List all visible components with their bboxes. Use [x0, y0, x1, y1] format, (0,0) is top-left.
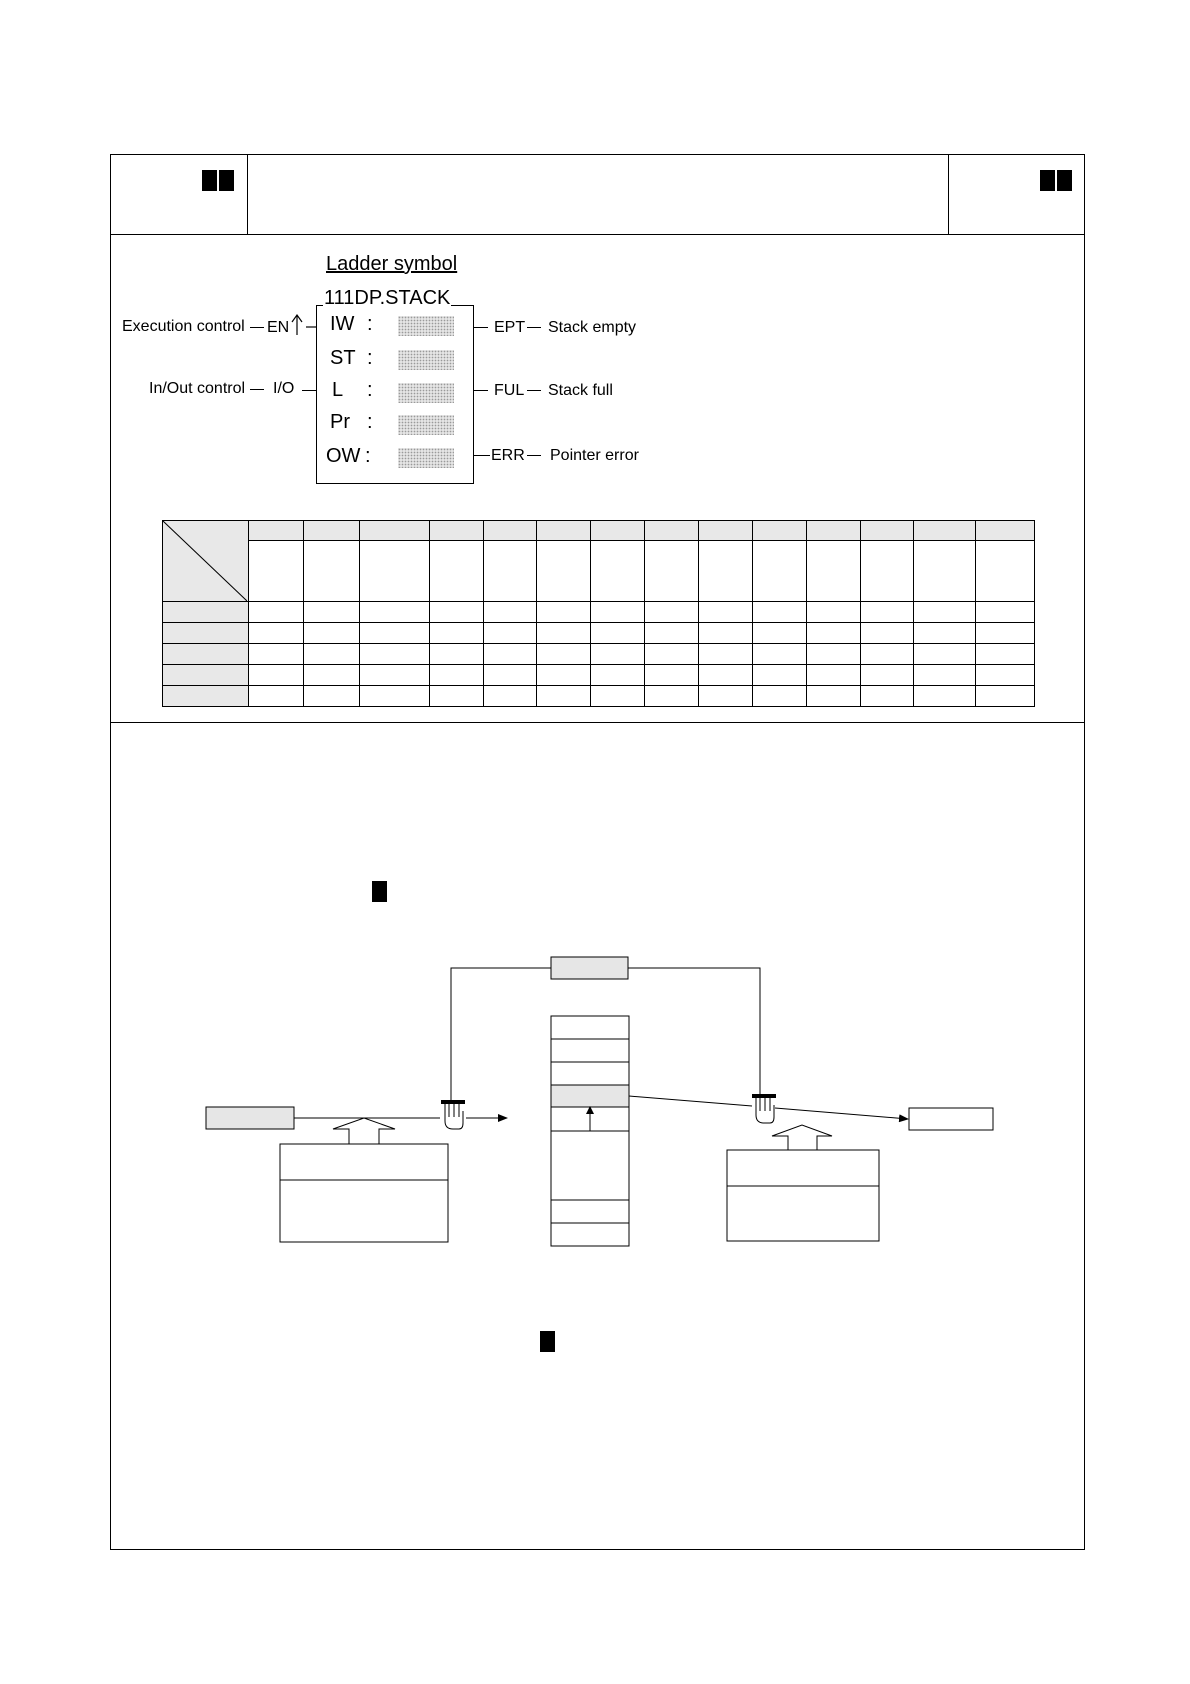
- pointer-box: [551, 957, 628, 979]
- en-label: EN: [267, 319, 290, 336]
- push-switch-hand-icon: [441, 1100, 465, 1129]
- pop-switch-hand-icon: [752, 1094, 776, 1123]
- input-source-box: [206, 1107, 294, 1129]
- operand-iw-sep: :: [367, 313, 373, 335]
- ful-label: FUL: [494, 382, 525, 399]
- operand-l-name: L: [332, 379, 344, 401]
- left-info-box: [280, 1144, 448, 1242]
- left-hollow-arrow-icon: [333, 1118, 395, 1144]
- stack-pointer-cell: [551, 1085, 629, 1107]
- right-hollow-arrow-icon: [772, 1125, 832, 1150]
- pop-arrow: [775, 1108, 908, 1119]
- operand-iw-name: IW: [330, 313, 355, 335]
- pointer-wire-left: [451, 968, 551, 1100]
- operand-l-sep: :: [367, 379, 373, 401]
- err-label: ERR: [491, 447, 525, 464]
- ful-description: Stack full: [548, 382, 613, 399]
- en-description: Execution control: [122, 318, 245, 335]
- operand-st-sep: :: [367, 347, 373, 369]
- ept-description: Stack empty: [548, 319, 637, 336]
- io-description: In/Out control: [149, 380, 246, 397]
- ept-label: EPT: [494, 319, 526, 336]
- io-label: I/O: [273, 380, 295, 397]
- operand-ow-name: OW: [326, 445, 361, 467]
- operand-ow-sep: :: [365, 445, 371, 467]
- ladder-title: Ladder symbol: [326, 253, 458, 275]
- operand-st-name: ST: [330, 347, 356, 369]
- operand-pr-sep: :: [367, 411, 373, 433]
- function-block-name: 111DP.STACK: [324, 287, 451, 309]
- pop-line: [629, 1096, 752, 1106]
- err-description: Pointer error: [550, 447, 639, 464]
- right-info-box: [727, 1150, 879, 1241]
- pointer-wire-right: [628, 968, 760, 1094]
- operand-pr-name: Pr: [330, 411, 350, 433]
- output-dest-box: [909, 1108, 993, 1130]
